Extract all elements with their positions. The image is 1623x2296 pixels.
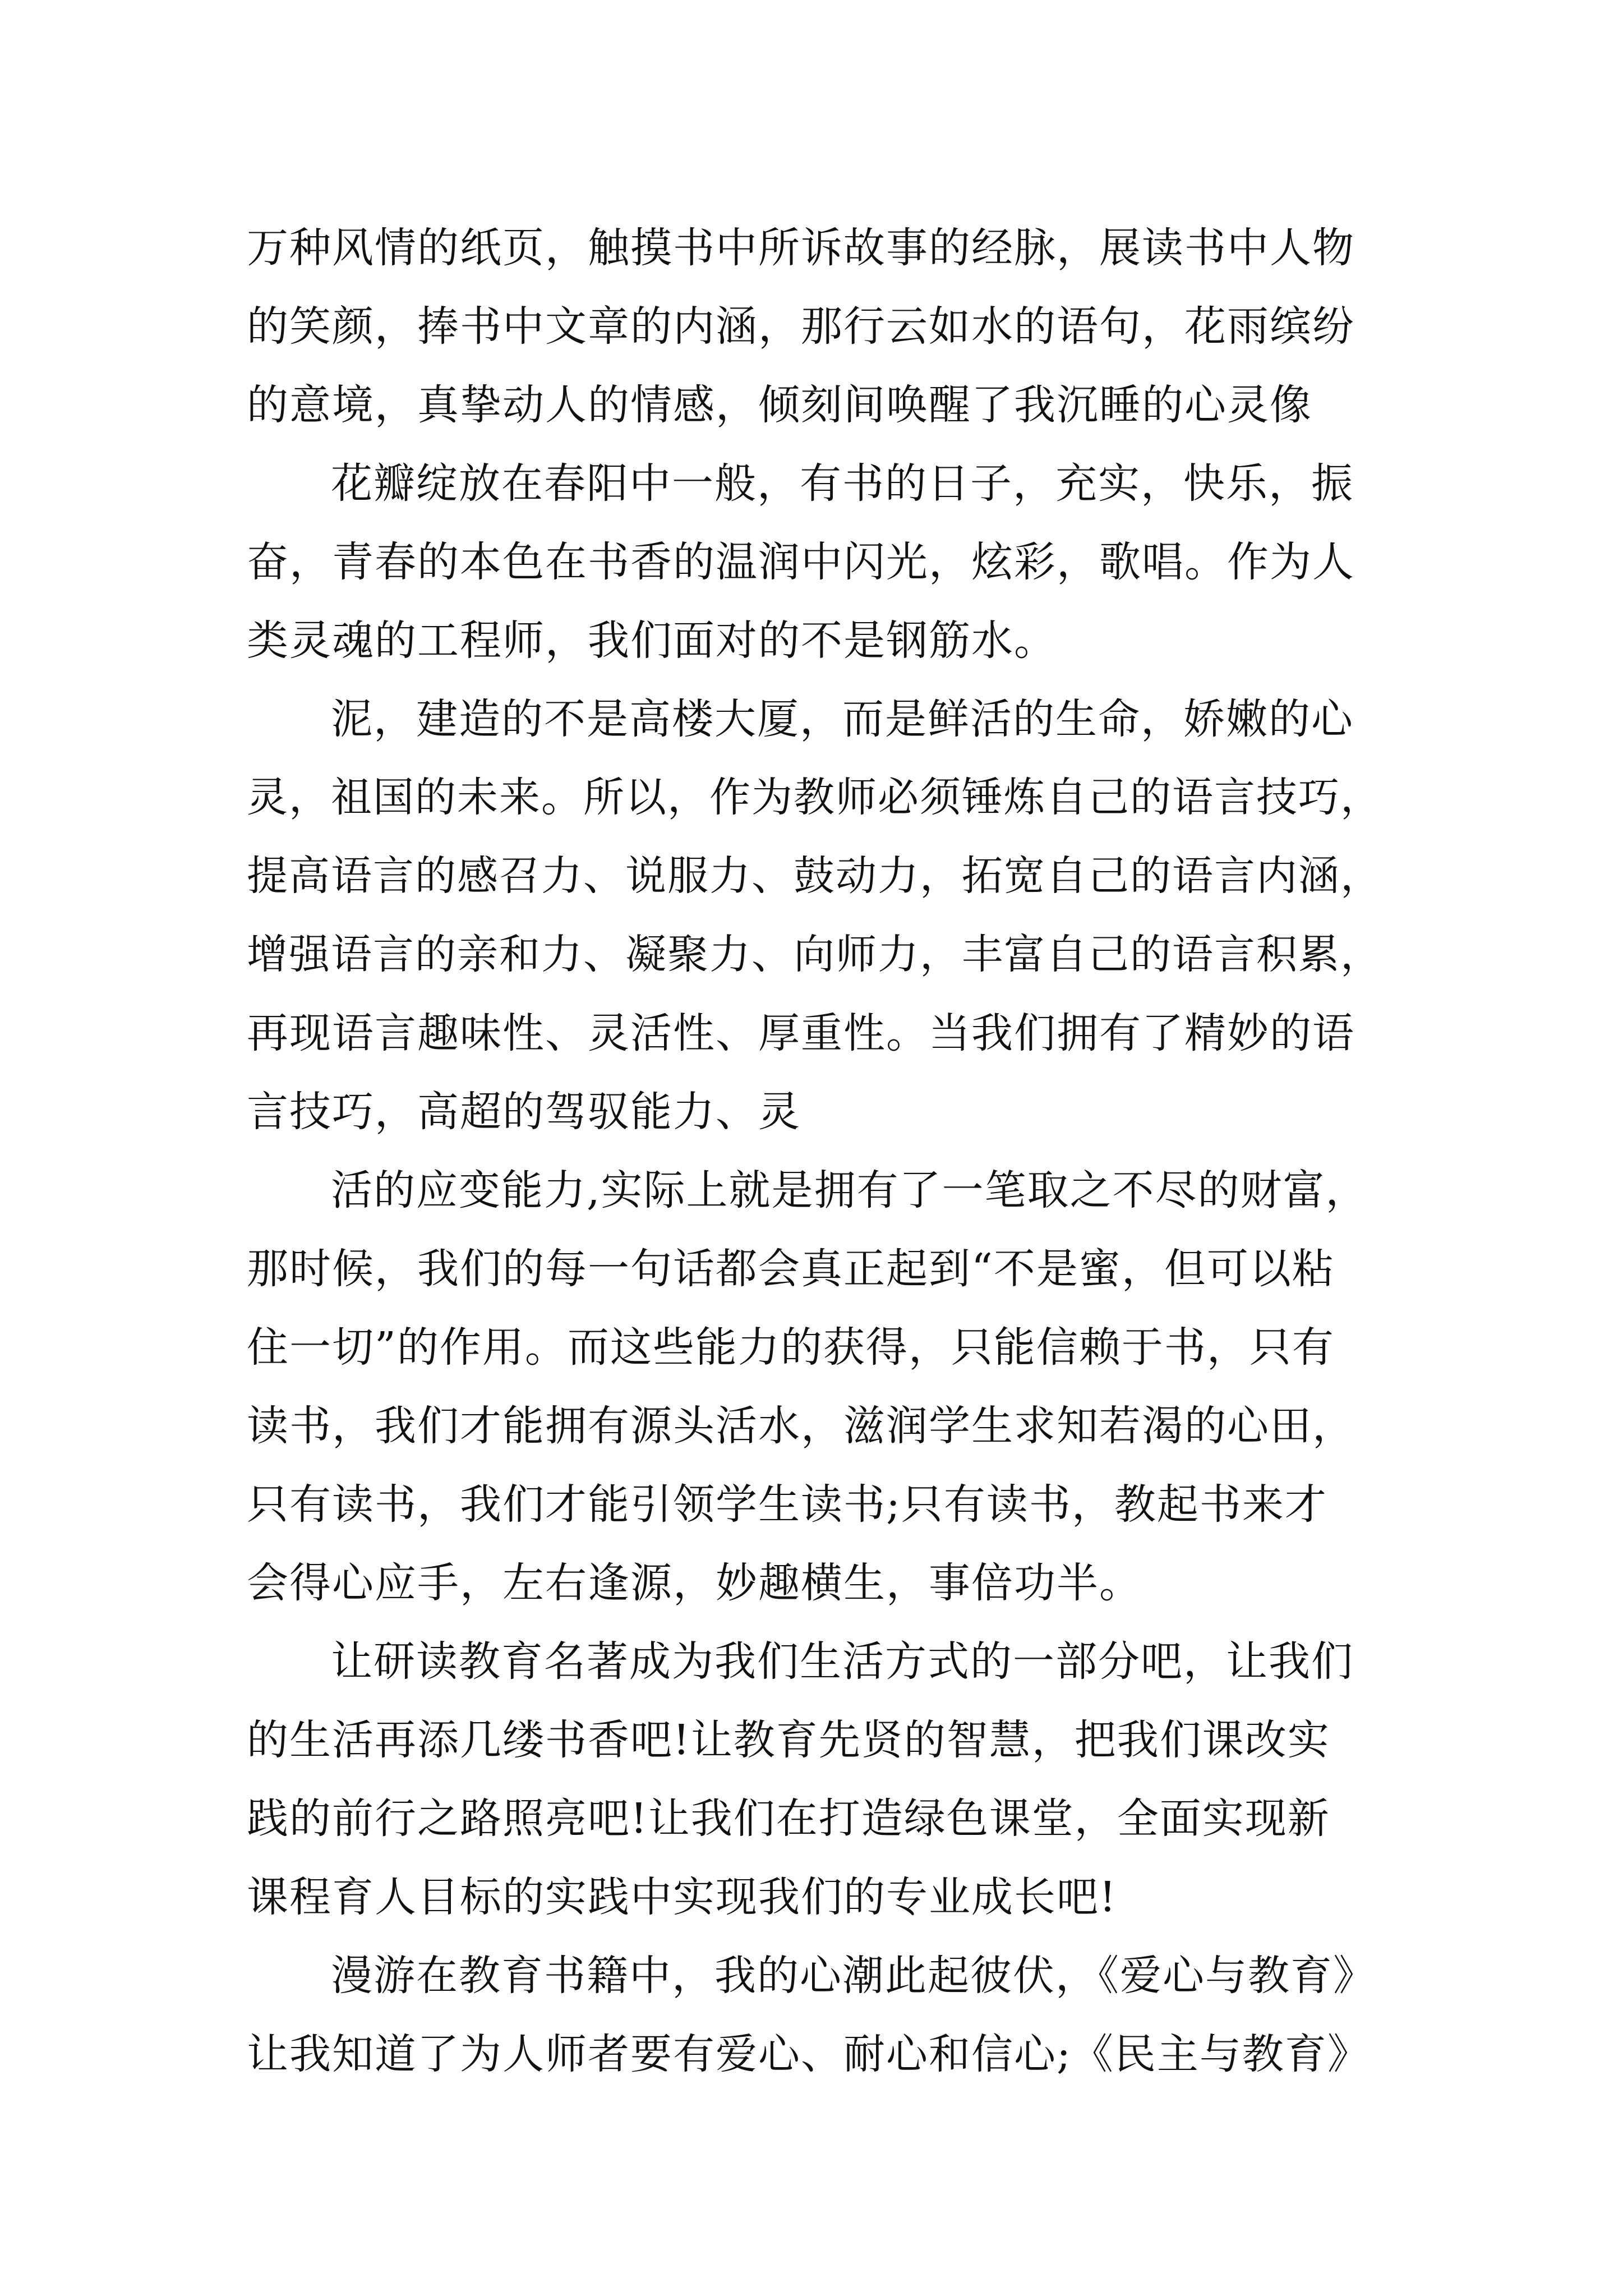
text-line: 课程育人目标的实践中实现我们的专业成长吧! [247,1873,1117,1921]
text-line: 万种风情的纸页，触摸书中所诉故事的经脉，展读书中人物 [247,224,1355,272]
text-line: 奋，青春的本色在书香的温润中闪光，炫彩，歌唱。作为人 [247,538,1355,586]
text-line: 增强语言的亲和力、凝聚力、向师力，丰富自己的语言积累， [247,931,1382,978]
text-line: 灵，祖国的未来。所以，作为教师必须锤炼自己的语言技巧， [247,774,1382,821]
text-line: 的意境，真挚动人的情感，倾刻间唤醒了我沉睡的心灵像 [247,381,1312,429]
paragraph-first-line: 泥，建造的不是高楼大厦，而是鲜活的生命，娇嫩的心 [331,695,1354,743]
text-line: 类灵魂的工程师，我们面对的不是钢筋水。 [247,616,1057,665]
paragraph-first-line: 让研读教育名著成为我们生活方式的一部分吧，让我们 [331,1637,1354,1686]
text-line: 言技巧，高超的驾驭能力、灵 [247,1088,801,1136]
text-line: 提高语言的感召力、说服力、鼓动力，拓宽自己的语言内涵， [247,852,1382,900]
text-line: 只有读书，我们才能引领学生读书;只有读书，教起书来才 [247,1480,1327,1529]
paragraph-first-line: 活的应变能力,实际上就是拥有了一笔取之不尽的财富， [331,1166,1368,1214]
text-line: 再现语言趣味性、灵活性、厚重性。当我们拥有了精妙的语 [247,1009,1355,1057]
paragraph-first-line: 花瓣绽放在春阳中一般，有书的日子，充实，快乐，振 [331,459,1354,508]
text-line: 践的前行之路照亮吧!让我们在打造绿色课堂，全面实现新 [247,1795,1330,1843]
text-line: 的生活再添几缕书香吧!让教育先贤的智慧，把我们课改实 [247,1716,1330,1764]
text-line: 读书，我们才能拥有源头活水，滋润学生求知若渴的心田， [247,1402,1355,1450]
text-line: 会得心应手，左右逢源，妙趣横生，事倍功半。 [247,1559,1142,1607]
text-line: 让我知道了为人师者要有爱心、耐心和信心;《民主与教育》 [247,2030,1370,2078]
paragraph-first-line: 漫游在教育书籍中，我的心潮此起彼伏，《爱心与教育》 [331,1952,1376,2000]
text-line: 那时候，我们的每一句话都会真正起到“不是蜜，但可以粘 [247,1245,1335,1293]
text-line: 的笑颜，捧书中文章的内涵，那行云如水的语句，花雨缤纷 [247,302,1355,351]
text-line: 住一切”的作用。而这些能力的获得，只能信赖于书，只有 [247,1323,1335,1372]
